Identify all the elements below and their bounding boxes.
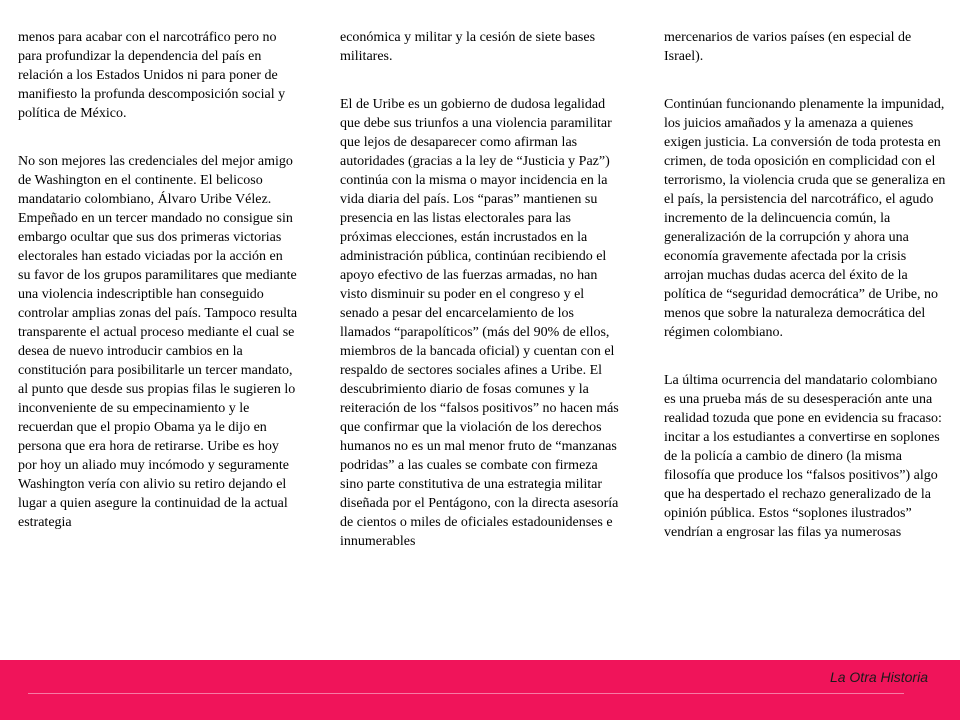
text-column-1 xyxy=(18,28,298,561)
paragraph: económica y militar y la cesión de siete bases militares. xyxy=(340,30,596,64)
footer-bar xyxy=(0,660,960,720)
paragraph: Continúan funcionando plenamente la impunidad, los juicios amañados y la amenaza a quienes exigen justicia. La conversión de toda protesta en crimen, de toda oposición en complicidad con el terrorismo, la violencia cruda que se generaliza en el país, la persistencia del narcotráfico, el agudo incremento de la delincuencia común, la generalización de la corrupción y ahora una economía gravemente afectada por la crisis arrojan muchas dudas acerca del éxito de la política de “seguridad democrática” de Uribe, no menos que sobre la naturaleza democrática del régimen colombiano. xyxy=(664,97,946,340)
paragraph: La última ocurrencia del mandatario colombiano es una prueba más de su desesperación ante una realidad tozuda que pone en evidencia su fracaso: incitar a los estudiantes a convertirse en soplones de la policía a cambio de dinero (la misma filosofía que produce los “falsos positivos”) algo que ha despertado el rechazo generalizado de la opinión pública. Estos “soplones ilustrados” vendrían a engrosar las filas ya numerosas xyxy=(664,373,942,540)
text-column-2 xyxy=(340,28,620,580)
paragraph: El de Uribe es un gobierno de dudosa legalidad que debe sus triunfos a una violencia paramilitar que lejos de desaparecer como afirman las autoridades (gracias a la ley de “Justicia y Paz”) continúa con la misma o mayor incidencia en la vida diaria del país. Los “paras” mantienen su presencia en las listas electorales para las próximas elecciones, están incrustados en la administración pública, continúan recibiendo el apoyo efectivo de las fuerzas armadas, no han visto disminuir su poder en el congreso y el senado a pesar del encarcelamiento de los llamados “parapolíticos” (más del 90% de ellos, miembros de la bancada oficial) y cuentan con el respaldo de sectores sociales afines a Uribe. El descubrimiento diario de fosas comunes y la reiteración de los “falsos positivos” no hacen más que confirmar que la violación de los derechos humanos no es un mal menor fruto de “manzanas podridas” a las cuales se combate con firmeza sino parte constitutiva de una estrategia militar diseñada por el Pentágono, con la directa asesoría de cientos o miles de oficiales estadounidenses e innumerables xyxy=(340,97,619,549)
text-column-3 xyxy=(664,28,946,571)
footer-divider xyxy=(28,693,904,694)
paragraph: mercenarios de varios países (en especial de Israel). xyxy=(664,30,912,64)
paragraph: No son mejores las credenciales del mejor amigo de Washington en el continente. El belicoso mandatario colombiano, Álvaro Uribe Vélez. Empeñado en un tercer mandado no consigue sin embargo ocultar que sus dos primeras victorias electorales han estado viciadas por la acción en su favor de los grupos paramilitares que mediante una violencia indescriptible han conseguido controlar amplias zonas del país. Tampoco resulta transparente el actual proceso mediante el cual se desea de nuevo introducir cambios en la constitución para posibilitarle un tercer mandato, al punto que desde sus propias filas le sugieren lo inconveniente de su empecinamiento y le recuerdan que el propio Obama ya le dijo en persona que era hora de retirarse. Uribe es hoy por hoy un aliado muy incómodo y seguramente Washington vería con alivio su retiro dejando el lugar a quien asegure la continuidad de la actual estrategia xyxy=(18,154,298,530)
paragraph: menos para acabar con el narcotráfico pero no para profundizar la dependencia del país en relación a los Estados Unidos ni para poner de manifiesto la profunda descomposición social y política de México. xyxy=(18,30,286,121)
publication-title: La Otra Historia xyxy=(829,669,928,685)
